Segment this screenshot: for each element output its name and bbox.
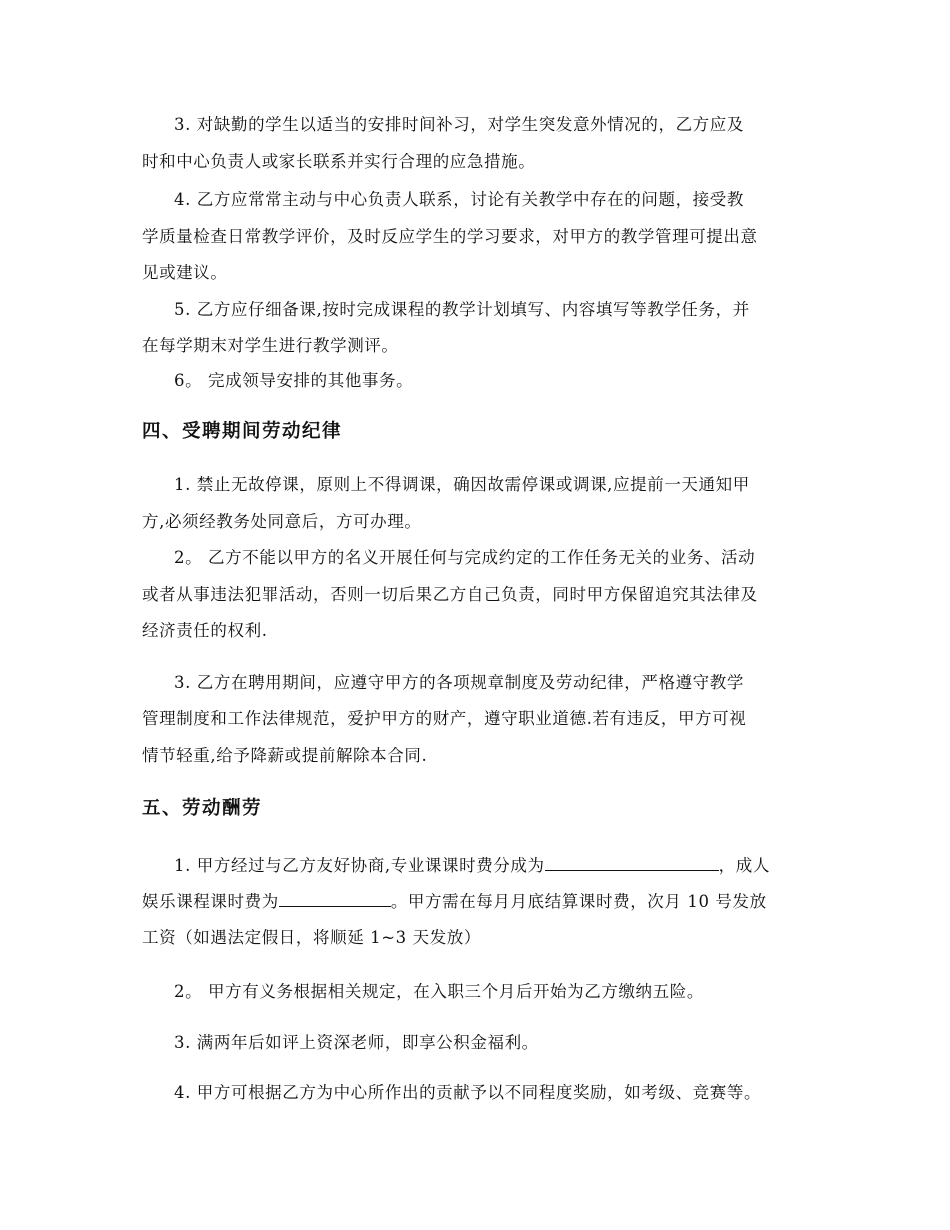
- s5-item1-line1-tail: ，成人: [718, 856, 770, 875]
- s4-item2-line1: 2。 乙方不能以甲方的名义开展任何与完成约定的工作任务无关的业务、活动: [174, 548, 756, 567]
- s5-item4: 4. 甲方可根据乙方为中心所作出的贡献予以不同程度奖励，如考级、竞赛等。: [174, 1083, 762, 1102]
- section4-heading: 四、受聘期间劳动纪律: [142, 421, 343, 442]
- s4-item3-line3: 情节轻重,给予降薪或提前解除本合同.: [142, 746, 428, 765]
- s5-item1-line2-text: 娱乐课程课时费为: [142, 892, 279, 911]
- s5-item3: 3. 满两年后如评上资深老师，即享公积金福利。: [174, 1033, 539, 1052]
- s5-item1-line3: 工资（如遇法定假日，将顺延 1~3 天发放）: [142, 928, 482, 947]
- fee-blank-professional[interactable]: [545, 853, 719, 871]
- item4-line2: 学质量检查日常教学评价，及时反应学生的学习要求，对甲方的教学管理可提出意: [142, 227, 758, 246]
- s4-item2-line3: 经济责任的权利.: [142, 621, 268, 640]
- s5-item2: 2。 甲方有义务根据相关规定，在入职三个月后开始为乙方缴纳五险。: [174, 982, 704, 1001]
- s4-item1-line1: 1. 禁止无故停课，原则上不得调课，确因故需停课或调课,应提前一天通知甲: [174, 475, 750, 494]
- section5-heading: 五、劳动酬劳: [142, 798, 263, 819]
- item5-line1: 5. 乙方应仔细备课,按时完成课程的教学计划填写、内容填写等教学任务，并: [174, 300, 750, 319]
- s4-item2-line2: 或者从事违法犯罪活动，否则一切后果乙方自己负责，同时甲方保留追究其法律及: [142, 585, 758, 604]
- s5-item1-line2-tail: 。甲方需在每月月底结算课时费，次月 10 号发放: [390, 892, 767, 911]
- item3-line1: 3. 对缺勤的学生以适当的安排时间补习，对学生突发意外情况的，乙方应及: [174, 115, 744, 134]
- s4-item1-line2: 方,必须经教务处同意后，方可办理。: [142, 512, 422, 531]
- item4-line1: 4. 乙方应常常主动与中心负责人联系，讨论有关教学中存在的问题，接受教: [174, 190, 744, 209]
- s4-item3-line1: 3. 乙方在聘用期间，应遵守甲方的各项规章制度及劳动纪律，严格遵守教学: [174, 673, 744, 692]
- s5-item1-line2: [142, 889, 814, 914]
- item4-line3: 见或建议。: [142, 263, 228, 282]
- s4-item3-line2: 管理制度和工作法律规范，爱护甲方的财产，遵守职业道德.若有违反，甲方可视: [142, 709, 747, 728]
- s5-item1-line1: [174, 853, 814, 878]
- item5-line2: 在每学期末对学生进行教学测评。: [142, 336, 399, 355]
- s5-item1-line1-text: 1. 甲方经过与乙方友好协商,专业课课时费分成为: [174, 856, 545, 875]
- item3-line2: 时和中心负责人或家长联系并实行合理的应急措施。: [142, 152, 536, 171]
- fee-blank-recreational[interactable]: [279, 889, 391, 907]
- item6-line1: 6。 完成领导安排的其他事务。: [174, 371, 414, 390]
